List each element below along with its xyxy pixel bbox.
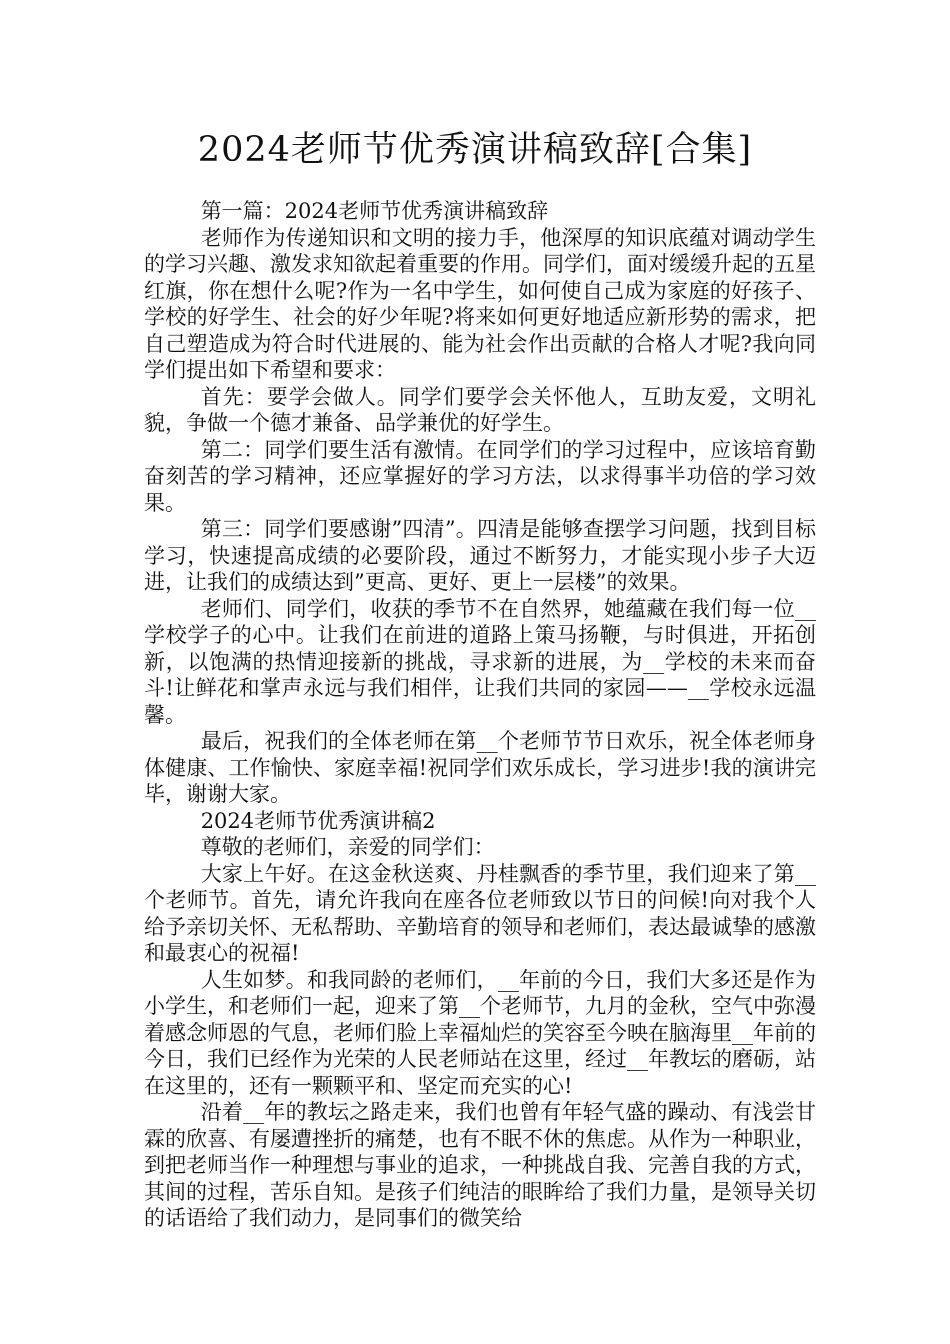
section-heading: 第一篇：2024老师节优秀演讲稿致辞: [200, 199, 549, 223]
paragraph: 首先：要学会做人。同学们要学会关怀他人，互助友爱，文明礼貌，争做一个德才兼备、品学兼优的好学生。: [144, 384, 816, 435]
paragraph: 最后，祝我们的全体老师在第__个老师节节日欢乐，祝全体老师身体健康、工作愉快、家庭幸福!祝同学们欢乐成长，学习进步!我的演讲完毕，谢谢大家。: [144, 729, 816, 806]
section-heading: 2024老师节优秀演讲稿2: [200, 808, 436, 833]
paragraph: 老师作为传递知识和文明的接力手，他深厚的知识底蕴对调动学生的学习兴趣、激发求知欲起着重要的作用。同学们，面对缓缓升起的五星红旗，你在想什么呢?作为一名中学生，如何使自己成为家庭的好孩子、学校的好学生、社会的好少年呢?将来如何更好地适应新形势的需求，把自己塑造成为符合时代进展的、能为社会作出贡献的合格人才呢?我向同学们提出如下希望和要求：: [144, 225, 816, 382]
salutation: 尊敬的老师们，亲爱的同学们：: [200, 835, 495, 859]
paragraph: 沿着__年的教坛之路走来，我们也曾有年轻气盛的躁动、有浅尝甘霖的欣喜、有屡遭挫折的痛楚，也有不眠不休的焦虑。从作为一种职业，到把老师当作一种理想与事业的追求，一种挑战自我、完善自我的方式，其间的过程，苦乐自知。是孩子们纯洁的眼眸给了我们力量，是领导关切的话语给了我们动力，是同事们的微笑给: [144, 1100, 816, 1230]
paragraph: 人生如梦。和我同龄的老师们，__年前的今日，我们大多还是作为小学生，和老师们一起，迎来了第__个老师节，九月的金秋，空气中弥漫着感念师恩的气息，老师们脸上幸福灿烂的笑容至今映在脑海里__年前的今日，我们已经作为光荣的人民老师站在这里，经过__年教坛的磨砺，站在这里的，还有一颗颗平和、坚定而充实的心!: [144, 967, 816, 1098]
paragraph: 第三：同学们要感谢”四清”。四清是能够查摆学习问题，找到目标学习，快速提高成绩的必要阶段，通过不断努力，才能实现小步子大迈进，让我们的成绩达到”更高、更好、更上一层楼”的效果。: [144, 517, 816, 594]
document-title: 2024老师节优秀演讲稿致辞[合集]: [197, 130, 753, 170]
paragraph: 大家上午好。在这金秋送爽、丹桂飘香的季节里，我们迎来了第__个老师节。首先，请允许我向在座各位老师致以节日的问候!向对我个人给予亲切关怀、无私帮助、辛勤培育的领导和老师们，表达最诚挚的感激和最衷心的祝福!: [144, 861, 816, 965]
paragraph: 第二：同学们要生活有激情。在同学们的学习过程中，应该培育勤奋刻苦的学习精神，还应掌握好的学习方法，以求得事半功倍的学习效果。: [144, 437, 816, 515]
document-body: [144, 198, 816, 1232]
paragraph: 老师们、同学们，收获的季节不在自然界，她蕴藏在我们每一位__学校学子的心中。让我们在前进的道路上策马扬鞭，与时俱进，开拓创新，以饱满的热情迎接新的挑战，寻求新的进展，为__学校的未来而奋斗!让鲜花和掌声永远与我们相伴，让我们共同的家园——__学校永远温馨。: [144, 596, 816, 727]
